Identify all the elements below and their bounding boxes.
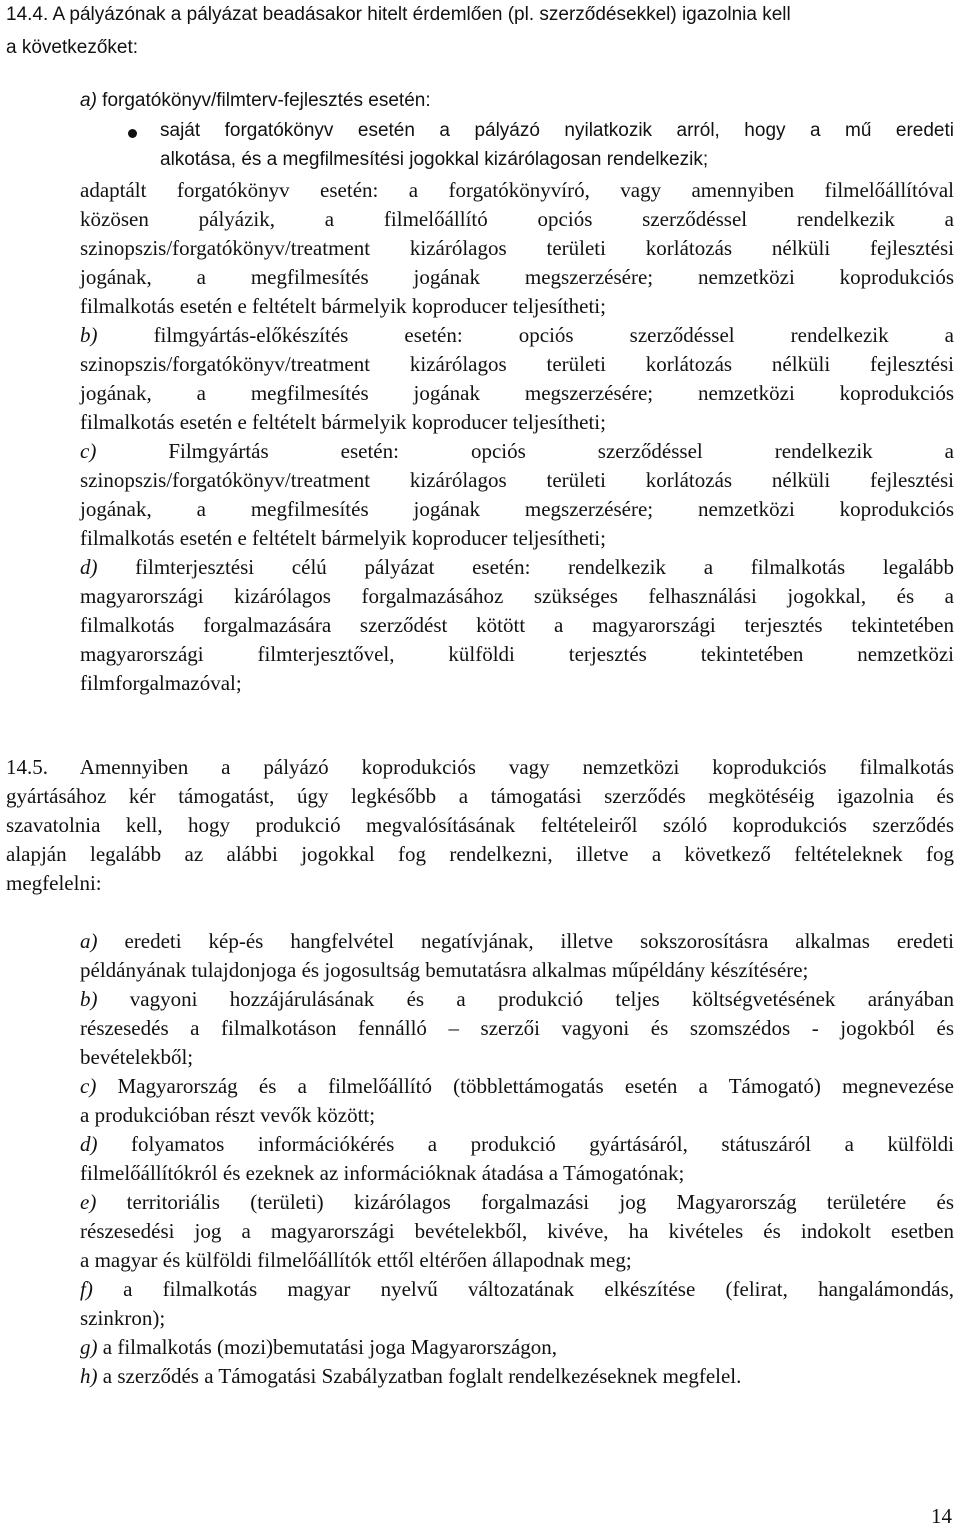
item-label: e) [80, 1190, 97, 1214]
item-b-line: szinopszis/forgatókönyv/treatment kizárólagos területi korlátozás nélküli fejlesztési [80, 352, 954, 376]
item-label: b) [80, 323, 98, 347]
list-item-e-line: a magyar és külföldi filmelőállítók ettől eltérően állapodnak meg; [80, 1248, 632, 1272]
item-text: eredeti kép-és hangfelvétel negatívjának, illetve sokszorosításra alkalmas eredeti [97, 929, 954, 953]
list-item-f [80, 1279, 954, 1300]
list-item-b-line: bevételekből; [80, 1045, 194, 1069]
bullet-icon [128, 129, 137, 138]
item-a-heading [80, 91, 431, 110]
section-14-5-line: alapján legalább az alábbi jogokkal fog rendelkezni, illetve a következő feltételeknek fog [6, 842, 954, 866]
item-text: a filmalkotás (mozi)bemutatási joga Magyarországon, [97, 1335, 558, 1359]
page-number: 14 [931, 1504, 952, 1528]
section-14-5-line: 14.5. Amennyiben a pályázó koprodukciós vagy nemzetközi koprodukciós filmalkotás [6, 755, 954, 779]
list-item-e-line: részesedési jog a magyarországi bevételekből, kivéve, ha kivételes és indokolt esetben [80, 1219, 954, 1243]
item-c-line: jogának, a megfilmesítés jogának megszerzésére; nemzetközi koprodukciós [80, 497, 954, 521]
item-d-line: magyarországi kizárólagos forgalmazásához szükséges felhasználási jogokkal, és a [80, 584, 954, 608]
section-14-5-line: szavatolnia kell, hogy produkció megvalósításának feltételeiről szóló koprodukciós szerződés [6, 813, 954, 837]
item-a-bullet-line-2: alkotása, és a megfilmesítési jogokkal kizárólagosan rendelkezik; [160, 149, 709, 170]
section-14-5-line: gyártásához kér támogatást, úgy legkésőbb a támogatási szerződés megkötéséig igazolnia és [6, 784, 954, 808]
item-a-bullet-line-1: saját forgatókönyv esetén a pályázó nyilatkozik arról, hogy a mű eredeti [160, 120, 954, 141]
item-text: folyamatos információkérés a produkció gyártásáról, státuszáról a külföldi [97, 1132, 954, 1156]
item-label: d) [80, 1132, 98, 1156]
item-d-line: magyarországi filmterjesztővel, külföldi terjesztés tekintetében nemzetközi [80, 642, 954, 666]
list-item-h [80, 1366, 741, 1387]
section-14-4-intro-line-1: 14.4. A pályázónak a pályázat beadásakor hitelt érdemlően (pl. szerződésekkel) igazolnia kell [6, 4, 791, 25]
item-label: c) [80, 439, 97, 463]
item-label: c) [80, 1074, 97, 1098]
list-item-d-line: filmelőállítókról és ezeknek az információknak átadása a Támogatónak; [80, 1161, 685, 1185]
item-label: h) [80, 1364, 98, 1388]
item-c-first-line [80, 441, 954, 462]
item-b-first-line [80, 325, 954, 346]
item-text: a szerződés a Támogatási Szabályzatban foglalt rendelkezéseknek megfelel. [97, 1364, 742, 1388]
item-d-line: filmalkotás forgalmazására szerződést kötött a magyarországi terjesztés tekintetében [80, 613, 954, 637]
item-c-line: szinopszis/forgatókönyv/treatment kizárólagos területi korlátozás nélküli fejlesztési [80, 468, 954, 492]
item-label: a) [80, 929, 98, 953]
item-c-line: filmalkotás esetén e feltételt bármelyik koproducer teljesítheti; [80, 526, 606, 550]
item-d-first-line [80, 557, 954, 578]
list-item-b [80, 989, 954, 1010]
item-a-line: szinopszis/forgatókönyv/treatment kizárólagos területi korlátozás nélküli fejlesztési [80, 236, 954, 260]
item-text: filmgyártás-előkészítés esetén: opciós szerződéssel rendelkezik a [97, 323, 954, 347]
section-14-5-line: megfelelni: [6, 871, 102, 895]
item-label: b) [80, 987, 98, 1011]
item-text: Filmgyártás esetén: opciós szerződéssel rendelkezik a [96, 439, 954, 463]
section-14-4-intro-line-2: a következőket: [6, 37, 139, 58]
list-item-f-line: szinkron); [80, 1306, 166, 1330]
item-label: g) [80, 1335, 98, 1359]
item-a-line: közösen pályázik, a filmelőállító opciós szerződéssel rendelkezik a [80, 207, 954, 231]
item-text: territoriális (területi) kizárólagos forgalmazási jog Magyarország területére és [96, 1190, 954, 1214]
list-item-g [80, 1337, 557, 1358]
list-item-c-line: a produkcióban részt vevők között; [80, 1103, 376, 1127]
item-d-line: filmforgalmazóval; [80, 671, 242, 695]
list-item-c [80, 1076, 954, 1097]
item-text: Magyarország és a filmelőállító (többlettámogatás esetén a Támogató) megnevezése [96, 1074, 954, 1098]
item-label: f) [80, 1277, 93, 1301]
item-a-line: adaptált forgatókönyv esetén: a forgatókönyvíró, vagy amennyiben filmelőállítóval [80, 178, 954, 202]
item-a-line: filmalkotás esetén e feltételt bármelyik koproducer teljesítheti; [80, 294, 606, 318]
item-text: filmterjesztési célú pályázat esetén: rendelkezik a filmalkotás legalább [97, 555, 954, 579]
item-label: a) [80, 90, 97, 111]
item-text: a filmalkotás magyar nyelvű változatának elkészítése (felirat, hangalámondás, [92, 1277, 954, 1301]
list-item-d [80, 1134, 954, 1155]
list-item-a [80, 931, 954, 952]
list-item-b-line: részesedés a filmalkotáson fennálló – szerzői vagyoni és szomszédos - jogokból és [80, 1016, 954, 1040]
item-a-line: jogának, a megfilmesítés jogának megszerzésére; nemzetközi koprodukciós [80, 265, 954, 289]
item-text: vagyoni hozzájárulásának és a produkció teljes költségvetésének arányában [97, 987, 954, 1011]
item-label: d) [80, 555, 98, 579]
item-b-line: filmalkotás esetén e feltételt bármelyik koproducer teljesítheti; [80, 410, 606, 434]
item-text: forgatókönyv/filmterv-fejlesztés esetén: [96, 90, 431, 111]
item-b-line: jogának, a megfilmesítés jogának megszerzésére; nemzetközi koprodukciós [80, 381, 954, 405]
list-item-a-line: példányának tulajdonjoga és jogosultság bemutatásra alkalmas műpéldány készítésére; [80, 958, 809, 982]
list-item-e [80, 1192, 954, 1213]
